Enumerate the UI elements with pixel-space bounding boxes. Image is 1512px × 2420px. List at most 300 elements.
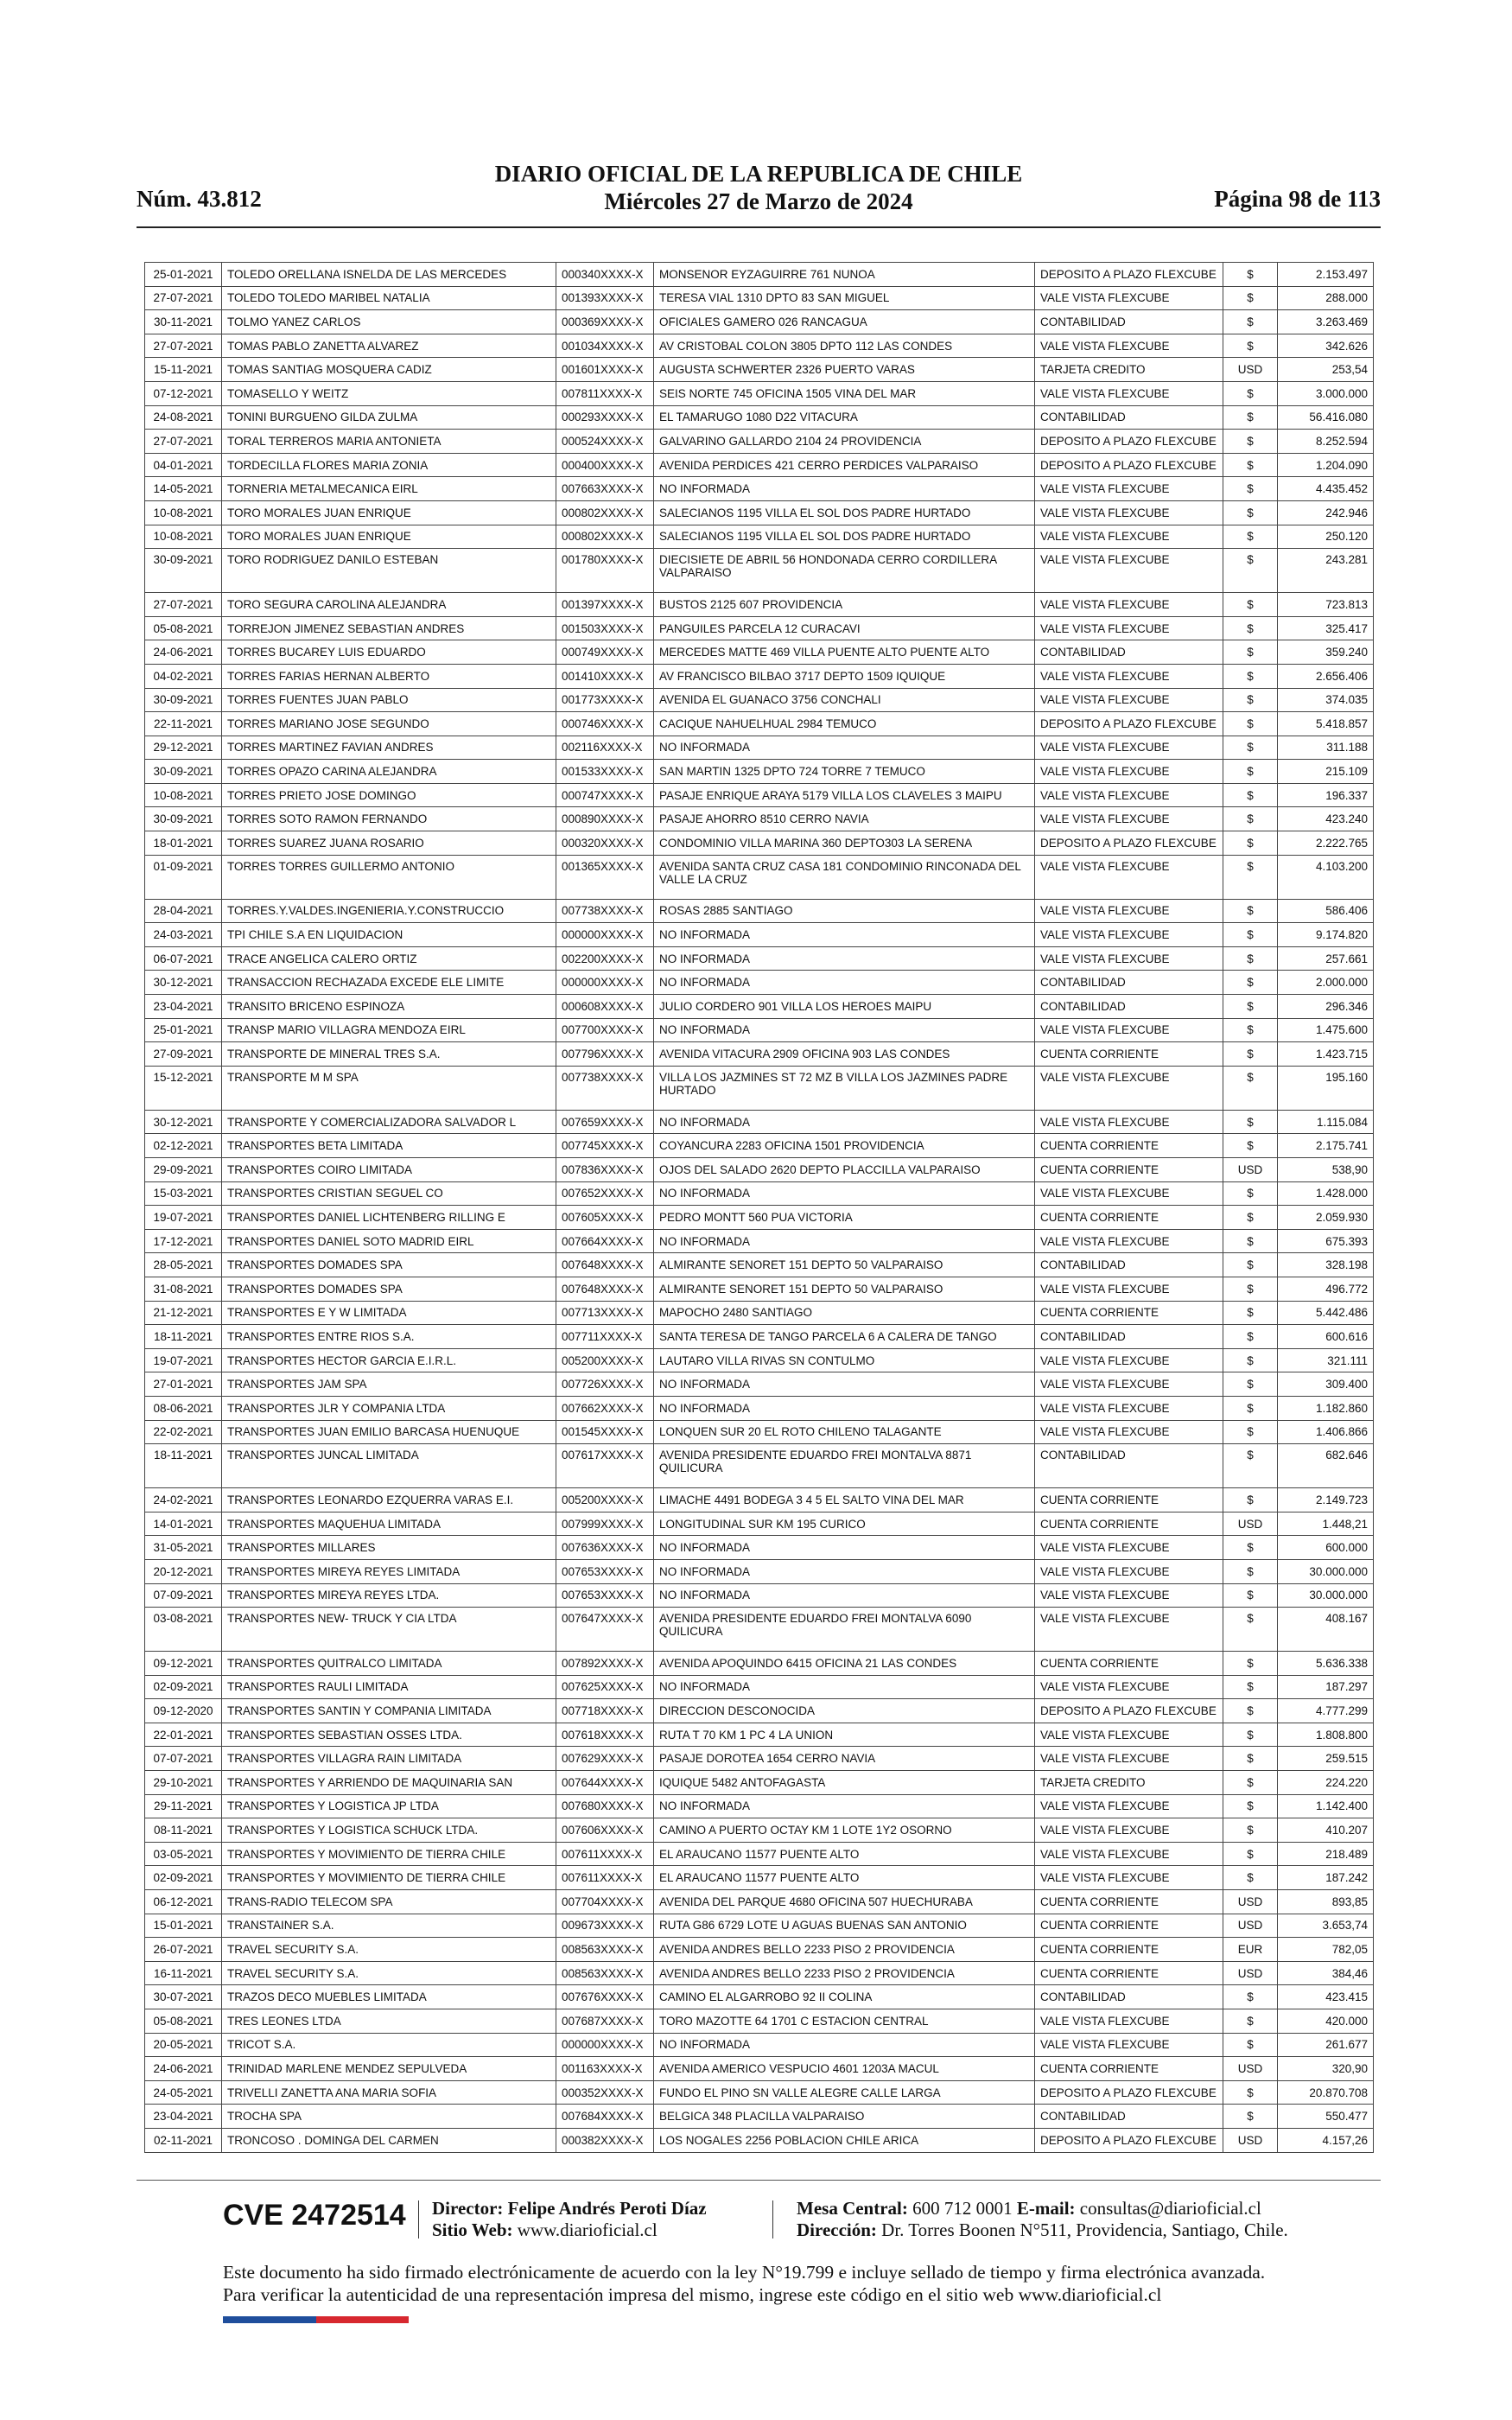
cell-currency: $ [1223, 1325, 1278, 1349]
cell-name: TORO SEGURA CAROLINA ALEJANDRA [222, 593, 556, 617]
cell-name: TOLEDO ORELLANA ISNELDA DE LAS MERCEDES [222, 263, 556, 287]
cell-date: 29-11-2021 [145, 1794, 222, 1818]
cell-amount: 261.677 [1278, 2033, 1374, 2057]
cell-date: 08-11-2021 [145, 1818, 222, 1843]
cell-product: VALE VISTA FLEXCUBE [1035, 1372, 1223, 1397]
cell-amount: 600.000 [1278, 1536, 1374, 1560]
cell-address: MAPOCHO 2480 SANTIAGO [654, 1301, 1035, 1325]
cell-date: 26-07-2021 [145, 1938, 222, 1962]
cell-amount: 311.188 [1278, 736, 1374, 760]
cell-name: TRANSPORTE Y COMERCIALIZADORA SALVADOR L [222, 1110, 556, 1134]
cell-id: 000320XXXX-X [556, 831, 654, 856]
cell-product: CONTABILIDAD [1035, 971, 1223, 995]
cell-address: FUNDO EL PINO SN VALLE ALEGRE CALLE LARGA [654, 2080, 1035, 2105]
cell-id: 009673XXXX-X [556, 1914, 654, 1938]
cell-id: 008563XXXX-X [556, 1938, 654, 1962]
cell-currency: $ [1223, 688, 1278, 712]
cell-product: VALE VISTA FLEXCUBE [1035, 593, 1223, 617]
cell-name: TORREJON JIMENEZ SEBASTIAN ANDRES [222, 616, 556, 640]
cell-amount: 5.636.338 [1278, 1652, 1374, 1676]
cell-date: 27-07-2021 [145, 286, 222, 310]
cell-amount: 288.000 [1278, 286, 1374, 310]
cell-name: TRANSPORTES Y ARRIENDO DE MAQUINARIA SAN [222, 1771, 556, 1795]
website-label: Sitio Web: [432, 2219, 513, 2240]
cell-name: TRANSPORTES Y LOGISTICA SCHUCK LTDA. [222, 1818, 556, 1843]
cell-currency: $ [1223, 2080, 1278, 2105]
cell-date: 27-09-2021 [145, 1042, 222, 1067]
cell-product: VALE VISTA FLEXCUBE [1035, 1110, 1223, 1134]
cell-date: 05-08-2021 [145, 616, 222, 640]
cell-id: 001780XXXX-X [556, 549, 654, 593]
email-label: E-mail: [1016, 2198, 1076, 2219]
cell-date: 19-07-2021 [145, 1206, 222, 1230]
cell-date: 15-12-2021 [145, 1066, 222, 1110]
cell-amount: 893,85 [1278, 1890, 1374, 1914]
cell-name: TRANSP MARIO VILLAGRA MENDOZA EIRL [222, 1018, 556, 1042]
cell-product: VALE VISTA FLEXCUBE [1035, 477, 1223, 501]
cell-address: RUTA T 70 KM 1 PC 4 LA UNION [654, 1723, 1035, 1747]
cell-id: 007726XXXX-X [556, 1372, 654, 1397]
cell-name: TRANSPORTES CRISTIAN SEGUEL CO [222, 1181, 556, 1206]
cell-amount: 1.423.715 [1278, 1042, 1374, 1067]
cell-address: NO INFORMADA [654, 971, 1035, 995]
flag-blue-segment [223, 2316, 316, 2323]
cell-currency: $ [1223, 1301, 1278, 1325]
table-row [145, 1771, 1374, 1795]
cell-name: TOMASELLO Y WEITZ [222, 381, 556, 405]
address-label: Dirección: [797, 2219, 877, 2240]
cell-amount: 1.204.090 [1278, 453, 1374, 477]
cell-product: CONTABILIDAD [1035, 995, 1223, 1019]
legal-notice: Este documento ha sido firmado electrónicamente de acuerdo con la ley N°19.799 e incluye sellado de tiempo y firma electrónica avanzada. Para verificar la autenticidad de una representación impresa del mismo, ingrese este código en el sitio web www.diarioficial.cl [223, 2262, 1266, 2305]
cell-id: 007611XXXX-X [556, 1842, 654, 1866]
cell-id: 007636XXXX-X [556, 1536, 654, 1560]
cell-address: AUGUSTA SCHWERTER 2326 PUERTO VARAS [654, 358, 1035, 382]
cell-name: TRANSPORTES QUITRALCO LIMITADA [222, 1652, 556, 1676]
cell-address: LAUTARO VILLA RIVAS SN CONTULMO [654, 1348, 1035, 1372]
table-row [145, 1699, 1374, 1723]
table-row [145, 334, 1374, 358]
cell-product: VALE VISTA FLEXCUBE [1035, 1348, 1223, 1372]
table-row [145, 1301, 1374, 1325]
cell-address: NO INFORMADA [654, 923, 1035, 947]
cell-name: TORDECILLA FLORES MARIA ZONIA [222, 453, 556, 477]
cell-name: TRANSPORTES BETA LIMITADA [222, 1134, 556, 1158]
table-row [145, 971, 1374, 995]
cell-id: 007605XXXX-X [556, 1206, 654, 1230]
cell-amount: 2.153.497 [1278, 263, 1374, 287]
cell-name: TROCHA SPA [222, 2105, 556, 2129]
cell-address: NO INFORMADA [654, 1110, 1035, 1134]
cell-date: 02-11-2021 [145, 2128, 222, 2152]
cell-name: TORAL TERREROS MARIA ANTONIETA [222, 430, 556, 454]
table-row [145, 995, 1374, 1019]
cell-amount: 224.220 [1278, 1771, 1374, 1795]
table-row [145, 1372, 1374, 1397]
table-row [145, 1559, 1374, 1583]
cell-name: TRACE ANGELICA CALERO ORTIZ [222, 946, 556, 971]
cell-address: MERCEDES MATTE 469 VILLA PUENTE ALTO PUENTE ALTO [654, 640, 1035, 665]
table-row [145, 688, 1374, 712]
cell-currency: $ [1223, 1018, 1278, 1042]
table-row [145, 2128, 1374, 2152]
cell-name: TOMAS PABLO ZANETTA ALVAREZ [222, 334, 556, 358]
table-row [145, 381, 1374, 405]
cell-name: TORRES FARIAS HERNAN ALBERTO [222, 664, 556, 688]
cell-amount: 408.167 [1278, 1608, 1374, 1652]
cell-amount: 3.653,74 [1278, 1914, 1374, 1938]
cell-name: TORRES TORRES GUILLERMO ANTONIO [222, 855, 556, 899]
phone-label: Mesa Central: [797, 2198, 908, 2219]
website-link[interactable]: www.diarioficial.cl [517, 2219, 658, 2240]
cell-amount: 423.415 [1278, 1985, 1374, 2009]
cell-amount: 325.417 [1278, 616, 1374, 640]
flag-stripe [223, 2316, 409, 2323]
cell-id: 001533XXXX-X [556, 760, 654, 784]
cell-date: 24-06-2021 [145, 2057, 222, 2081]
cell-address: NO INFORMADA [654, 946, 1035, 971]
cell-id: 007700XXXX-X [556, 1018, 654, 1042]
cell-product: VALE VISTA FLEXCUBE [1035, 664, 1223, 688]
cell-address: SANTA TERESA DE TANGO PARCELA 6 A CALERA DE TANGO [654, 1325, 1035, 1349]
cell-id: 001365XXXX-X [556, 855, 654, 899]
cell-currency: $ [1223, 1723, 1278, 1747]
cell-name: TRANSPORTES JUNCAL LIMITADA [222, 1444, 556, 1488]
cell-product: VALE VISTA FLEXCUBE [1035, 688, 1223, 712]
table-body [145, 263, 1374, 2153]
table-row [145, 736, 1374, 760]
cell-product: VALE VISTA FLEXCUBE [1035, 1747, 1223, 1771]
cell-name: TOLMO YANEZ CARLOS [222, 310, 556, 334]
table-row [145, 310, 1374, 334]
table-row [145, 640, 1374, 665]
cell-address: PEDRO MONTT 560 PUA VICTORIA [654, 1206, 1035, 1230]
cell-amount: 2.000.000 [1278, 971, 1374, 995]
cell-id: 007648XXXX-X [556, 1253, 654, 1277]
cell-currency: $ [1223, 430, 1278, 454]
cell-amount: 56.416.080 [1278, 405, 1374, 430]
cell-name: TRAVEL SECURITY S.A. [222, 1938, 556, 1962]
cell-amount: 782,05 [1278, 1938, 1374, 1962]
cell-id: 008563XXXX-X [556, 1961, 654, 1985]
cell-address: ALMIRANTE SENORET 151 DEPTO 50 VALPARAISO [654, 1253, 1035, 1277]
cell-currency: USD [1223, 1158, 1278, 1182]
cell-currency: $ [1223, 1985, 1278, 2009]
cell-product: VALE VISTA FLEXCUBE [1035, 1536, 1223, 1560]
cell-date: 24-03-2021 [145, 923, 222, 947]
cell-amount: 5.442.486 [1278, 1301, 1374, 1325]
cell-date: 30-09-2021 [145, 549, 222, 593]
cell-date: 29-09-2021 [145, 1158, 222, 1182]
email-link[interactable]: consultas@diarioficial.cl [1079, 2198, 1261, 2219]
table-row [145, 1723, 1374, 1747]
cell-id: 007687XXXX-X [556, 2009, 654, 2034]
cell-product: DEPOSITO A PLAZO FLEXCUBE [1035, 2080, 1223, 2105]
table-row [145, 2057, 1374, 2081]
cell-date: 25-01-2021 [145, 263, 222, 287]
cell-amount: 30.000.000 [1278, 1559, 1374, 1583]
cell-product: VALE VISTA FLEXCUBE [1035, 1420, 1223, 1444]
cell-currency: $ [1223, 831, 1278, 856]
cell-id: 000802XXXX-X [556, 525, 654, 549]
cell-product: VALE VISTA FLEXCUBE [1035, 946, 1223, 971]
cell-id: 001163XXXX-X [556, 2057, 654, 2081]
cell-date: 30-12-2021 [145, 971, 222, 995]
cell-product: VALE VISTA FLEXCUBE [1035, 1866, 1223, 1890]
cell-product: CUENTA CORRIENTE [1035, 1914, 1223, 1938]
cell-id: 007644XXXX-X [556, 1771, 654, 1795]
table-row [145, 286, 1374, 310]
cell-amount: 8.252.594 [1278, 430, 1374, 454]
cell-date: 29-12-2021 [145, 736, 222, 760]
cell-id: 000340XXXX-X [556, 263, 654, 287]
table-row [145, 1914, 1374, 1938]
cell-currency: USD [1223, 1961, 1278, 1985]
cell-address: LIMACHE 4491 BODEGA 3 4 5 EL SALTO VINA DEL MAR [654, 1488, 1035, 1512]
table-row [145, 2009, 1374, 2034]
cell-id: 007676XXXX-X [556, 1985, 654, 2009]
cell-name: TORRES SOTO RAMON FERNANDO [222, 807, 556, 831]
cell-date: 18-11-2021 [145, 1325, 222, 1349]
cell-amount: 496.772 [1278, 1277, 1374, 1301]
cell-currency: $ [1223, 1866, 1278, 1890]
cell-currency: $ [1223, 1229, 1278, 1253]
cell-date: 23-04-2021 [145, 995, 222, 1019]
cell-address: NO INFORMADA [654, 1396, 1035, 1420]
cell-name: TRANSPORTES LEONARDO EZQUERRA VARAS E.I. [222, 1488, 556, 1512]
cell-amount: 538,90 [1278, 1158, 1374, 1182]
table-row [145, 1181, 1374, 1206]
cell-id: 007999XXXX-X [556, 1512, 654, 1536]
cell-name: TRANSPORTES JUAN EMILIO BARCASA HUENUQUE [222, 1420, 556, 1444]
cell-date: 18-01-2021 [145, 831, 222, 856]
table-row [145, 1608, 1374, 1652]
table-row [145, 1938, 1374, 1962]
cell-currency: $ [1223, 712, 1278, 736]
cell-currency: $ [1223, 1608, 1278, 1652]
cell-date: 02-12-2021 [145, 1134, 222, 1158]
cell-product: VALE VISTA FLEXCUBE [1035, 760, 1223, 784]
table-row [145, 1396, 1374, 1420]
cell-name: TRANSPORTES VILLAGRA RAIN LIMITADA [222, 1747, 556, 1771]
cell-address: SAN MARTIN 1325 DPTO 724 TORRE 7 TEMUCO [654, 760, 1035, 784]
cell-amount: 410.207 [1278, 1818, 1374, 1843]
cell-address: NO INFORMADA [654, 736, 1035, 760]
cell-date: 01-09-2021 [145, 855, 222, 899]
cell-id: 000382XXXX-X [556, 2128, 654, 2152]
table-row [145, 1420, 1374, 1444]
contact-block [797, 2198, 1288, 2241]
cell-product: CUENTA CORRIENTE [1035, 1042, 1223, 1067]
cell-amount: 682.646 [1278, 1444, 1374, 1488]
cell-date: 10-08-2021 [145, 783, 222, 807]
cell-name: TORO MORALES JUAN ENRIQUE [222, 500, 556, 525]
cell-product: VALE VISTA FLEXCUBE [1035, 1229, 1223, 1253]
cell-id: 007738XXXX-X [556, 899, 654, 923]
cell-name: TRANSPORTES SANTIN Y COMPANIA LIMITADA [222, 1699, 556, 1723]
table-row [145, 1206, 1374, 1230]
cell-currency: $ [1223, 593, 1278, 617]
cell-amount: 1.808.800 [1278, 1723, 1374, 1747]
cell-name: TRICOT S.A. [222, 2033, 556, 2057]
cell-currency: $ [1223, 1277, 1278, 1301]
cell-date: 14-05-2021 [145, 477, 222, 501]
cell-name: TPI CHILE S.A EN LIQUIDACION [222, 923, 556, 947]
cell-date: 27-07-2021 [145, 334, 222, 358]
table-row [145, 664, 1374, 688]
cell-address: AV FRANCISCO BILBAO 3717 DEPTO 1509 IQUIQUE [654, 664, 1035, 688]
cell-name: TRANS-RADIO TELECOM SPA [222, 1890, 556, 1914]
cell-currency: USD [1223, 1914, 1278, 1938]
cell-date: 03-05-2021 [145, 1842, 222, 1866]
table-row [145, 358, 1374, 382]
cell-date: 02-09-2021 [145, 1675, 222, 1699]
cell-name: TRANSTAINER S.A. [222, 1914, 556, 1938]
table-row [145, 1488, 1374, 1512]
cell-amount: 374.035 [1278, 688, 1374, 712]
cell-amount: 30.000.000 [1278, 1583, 1374, 1608]
table-row [145, 1818, 1374, 1843]
cell-amount: 586.406 [1278, 899, 1374, 923]
contact-line [797, 2198, 1288, 2219]
cell-id: 000000XXXX-X [556, 923, 654, 947]
cell-product: CONTABILIDAD [1035, 405, 1223, 430]
cell-amount: 9.174.820 [1278, 923, 1374, 947]
cell-address: OJOS DEL SALADO 2620 DEPTO PLACCILLA VALPARAISO [654, 1158, 1035, 1182]
cell-product: VALE VISTA FLEXCUBE [1035, 783, 1223, 807]
table-row [145, 2080, 1374, 2105]
cell-currency: $ [1223, 899, 1278, 923]
cell-amount: 259.515 [1278, 1747, 1374, 1771]
cell-name: TONINI BURGUENO GILDA ZULMA [222, 405, 556, 430]
cell-currency: $ [1223, 1181, 1278, 1206]
footer-separator [772, 2200, 773, 2238]
cell-currency: $ [1223, 1818, 1278, 1843]
cell-product: VALE VISTA FLEXCUBE [1035, 1018, 1223, 1042]
cell-id: 000746XXXX-X [556, 712, 654, 736]
cell-date: 10-08-2021 [145, 525, 222, 549]
cell-address: AVENIDA PRESIDENTE EDUARDO FREI MONTALVA 8871 QUILICURA [654, 1444, 1035, 1488]
cell-currency: $ [1223, 1747, 1278, 1771]
cell-name: TRAZOS DECO MUEBLES LIMITADA [222, 1985, 556, 2009]
cell-address: RUTA G86 6729 LOTE U AGUAS BUENAS SAN ANTONIO [654, 1914, 1035, 1938]
cell-name: TRANSPORTES COIRO LIMITADA [222, 1158, 556, 1182]
director-line [432, 2198, 707, 2219]
cell-product: DEPOSITO A PLAZO FLEXCUBE [1035, 712, 1223, 736]
cell-address: NO INFORMADA [654, 1229, 1035, 1253]
cell-date: 27-01-2021 [145, 1372, 222, 1397]
table-row [145, 2105, 1374, 2129]
cell-amount: 328.198 [1278, 1253, 1374, 1277]
cell-date: 06-12-2021 [145, 1890, 222, 1914]
cell-id: 007617XXXX-X [556, 1444, 654, 1488]
cell-date: 16-11-2021 [145, 1961, 222, 1985]
cell-currency: $ [1223, 1042, 1278, 1067]
cell-product: CUENTA CORRIENTE [1035, 1890, 1223, 1914]
cell-id: 001601XXXX-X [556, 358, 654, 382]
cell-address: ROSAS 2885 SANTIAGO [654, 899, 1035, 923]
table-row [145, 549, 1374, 593]
cell-date: 20-05-2021 [145, 2033, 222, 2057]
cell-address: PASAJE ENRIQUE ARAYA 5179 VILLA LOS CLAVELES 3 MAIPU [654, 783, 1035, 807]
cell-address: NO INFORMADA [654, 1583, 1035, 1608]
cell-id: 005200XXXX-X [556, 1488, 654, 1512]
cell-amount: 1.115.084 [1278, 1110, 1374, 1134]
cell-currency: $ [1223, 1372, 1278, 1397]
cell-address: PASAJE AHORRO 8510 CERRO NAVIA [654, 807, 1035, 831]
cell-name: TORRES PRIETO JOSE DOMINGO [222, 783, 556, 807]
cell-currency: $ [1223, 855, 1278, 899]
cell-name: TOMAS SANTIAG MOSQUERA CADIZ [222, 358, 556, 382]
table-row [145, 1018, 1374, 1042]
cell-amount: 3.000.000 [1278, 381, 1374, 405]
cell-currency: $ [1223, 1253, 1278, 1277]
cell-currency: $ [1223, 640, 1278, 665]
cell-product: CUENTA CORRIENTE [1035, 1512, 1223, 1536]
table-row [145, 1890, 1374, 1914]
cell-name: TRANSPORTES RAULI LIMITADA [222, 1675, 556, 1699]
cell-name: TRANSPORTES MIREYA REYES LTDA. [222, 1583, 556, 1608]
cell-name: TRANSPORTES MAQUEHUA LIMITADA [222, 1512, 556, 1536]
cell-address: IQUIQUE 5482 ANTOFAGASTA [654, 1771, 1035, 1795]
cell-date: 30-09-2021 [145, 688, 222, 712]
cell-product: VALE VISTA FLEXCUBE [1035, 923, 1223, 947]
cell-address: AVENIDA PRESIDENTE EDUARDO FREI MONTALVA 6090 QUILICURA [654, 1608, 1035, 1652]
cell-name: TRANSPORTES E Y W LIMITADA [222, 1301, 556, 1325]
table-row [145, 500, 1374, 525]
cell-id: 000749XXXX-X [556, 640, 654, 665]
cell-currency: $ [1223, 2105, 1278, 2129]
cell-address: AVENIDA PERDICES 421 CERRO PERDICES VALPARAISO [654, 453, 1035, 477]
cell-product: DEPOSITO A PLAZO FLEXCUBE [1035, 453, 1223, 477]
cell-address: NO INFORMADA [654, 1181, 1035, 1206]
cve-code: CVE 2472514 [223, 2199, 406, 2232]
cell-date: 07-09-2021 [145, 1583, 222, 1608]
cell-product: CONTABILIDAD [1035, 2105, 1223, 2129]
cell-name: TRANSPORTES DANIEL LICHTENBERG RILLING E [222, 1206, 556, 1230]
cell-amount: 1.142.400 [1278, 1794, 1374, 1818]
cell-product: VALE VISTA FLEXCUBE [1035, 2033, 1223, 2057]
cell-id: 000802XXXX-X [556, 500, 654, 525]
cell-id: 000747XXXX-X [556, 783, 654, 807]
cell-currency: USD [1223, 2128, 1278, 2152]
cell-product: CONTABILIDAD [1035, 640, 1223, 665]
cell-product: VALE VISTA FLEXCUBE [1035, 736, 1223, 760]
table-row [145, 899, 1374, 923]
cell-amount: 195.160 [1278, 1066, 1374, 1110]
issue-number: Núm. 43.812 [137, 186, 262, 212]
cell-product: CUENTA CORRIENTE [1035, 1961, 1223, 1985]
cell-currency: $ [1223, 1134, 1278, 1158]
cell-product: CUENTA CORRIENTE [1035, 1206, 1223, 1230]
cell-currency: USD [1223, 1890, 1278, 1914]
cell-currency: $ [1223, 807, 1278, 831]
cell-address: DIECISIETE DE ABRIL 56 HONDONADA CERRO CORDILLERA VALPARAISO [654, 549, 1035, 593]
cell-name: TRANSACCION RECHAZADA EXCEDE ELE LIMITE [222, 971, 556, 995]
cell-amount: 321.111 [1278, 1348, 1374, 1372]
cell-date: 23-04-2021 [145, 2105, 222, 2129]
cell-address: AVENIDA APOQUINDO 6415 OFICINA 21 LAS CONDES [654, 1652, 1035, 1676]
cell-amount: 250.120 [1278, 525, 1374, 549]
cell-id: 007611XXXX-X [556, 1866, 654, 1890]
cell-product: VALE VISTA FLEXCUBE [1035, 1842, 1223, 1866]
cell-date: 30-12-2021 [145, 1110, 222, 1134]
cell-name: TRIVELLI ZANETTA ANA MARIA SOFIA [222, 2080, 556, 2105]
website-line [432, 2219, 707, 2241]
cell-currency: $ [1223, 1536, 1278, 1560]
cell-id: 007892XXXX-X [556, 1652, 654, 1676]
director-name: Felipe Andrés Peroti Díaz [507, 2198, 707, 2219]
